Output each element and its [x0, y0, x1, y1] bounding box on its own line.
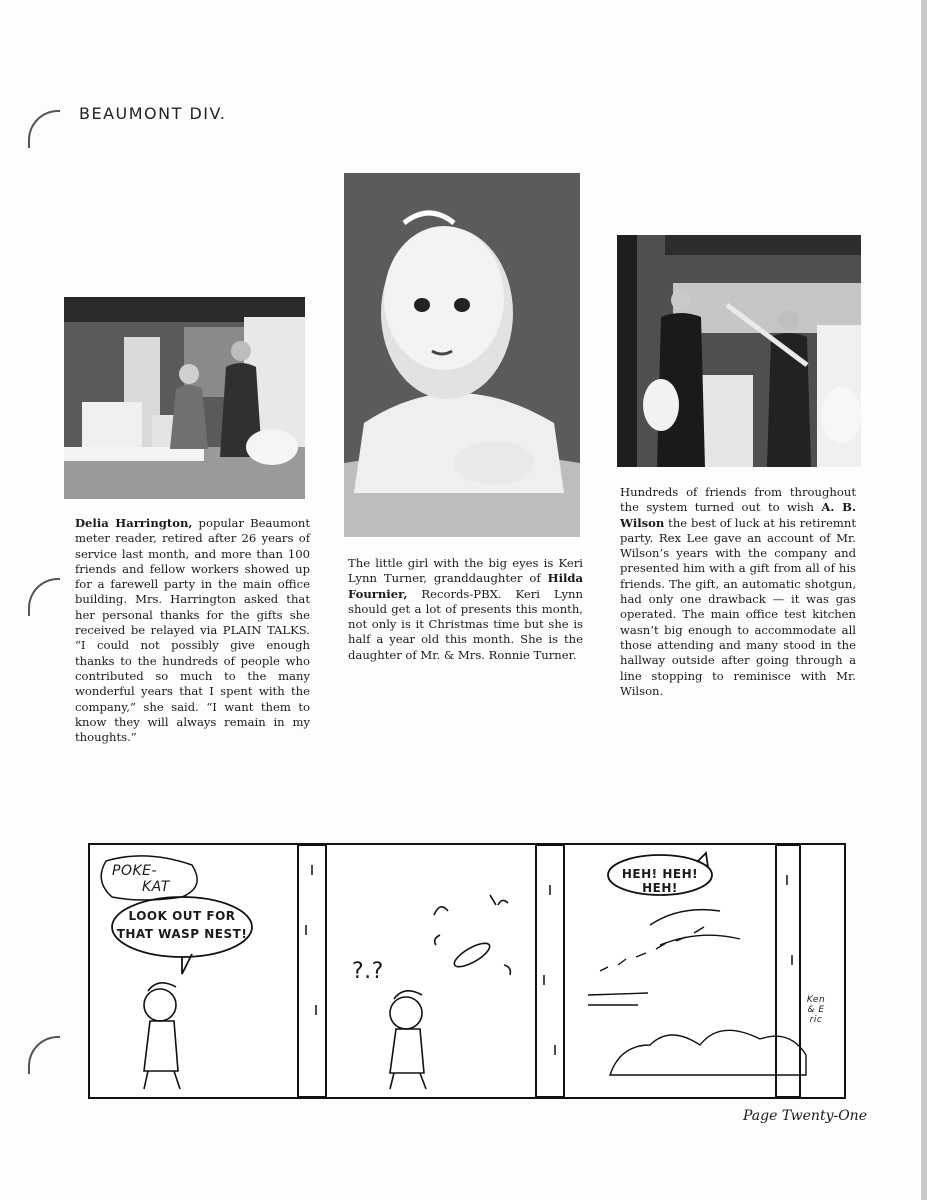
caption-delia-harrington: Delia Harrington, popular Beaumont meter reader, retired after 26 years of service last month, and more than 100 friends and fellow workers showed up for a farewell party in the main office building. Mrs. Harrington asked that her personal thanks for the gifts she received be relayed via PLAIN TALKS. “I could not possibly give enough thanks to the hundreds of people who contributed so much to the many wonderful years that I spent with the company,” she said. “I want them to know they will always remain in my thoughts.” [75, 516, 311, 745]
binder-hole-bottom [28, 1036, 60, 1074]
comic-logo: POKE- KAT [112, 863, 170, 895]
comic-balloon-laugh: HEH! HEH! HEH! [621, 867, 699, 895]
page-number: Page Twenty-One [742, 1108, 867, 1124]
binder-hole-top [28, 110, 60, 148]
comic-art [90, 845, 844, 1097]
comic-question-marks: ?.? [352, 959, 384, 984]
comic-balloon-warning: LOOK OUT FOR THAT WASP NEST! [116, 909, 248, 941]
caption-ab-wilson: Hundreds of friends from throughout the system turned out to wish A. B. Wilson the best of luck at his retiremnt party. Rex Lee gave an account of Mr. Wilson’s years with the company and presented him with a gift from all of his friends. The gift, an automatic shotgun, had only one drawback — it was gas operated. The main office test kitchen wasn’t big enough to accommodate all those attending and many stood in the hallway outside after going through a line stopping to reminisce with Mr. Wilson. [620, 485, 856, 698]
photo-keri-lynn-turner [344, 173, 580, 537]
comic-signature: Ken & Eric [806, 995, 826, 1025]
comic-strip [88, 843, 846, 1099]
section-header: BEAUMONT DIV. [79, 104, 227, 123]
caption-keri-lynn-turner: The little girl with the big eyes is Keri Lynn Turner, granddaughter of Hilda Fournier, Records-PBX. Keri Lynn should get a lot of presents this month, not only is it Christmas time but she is half a year old this month. She is the daughter of Mr. & Mrs. Ronnie Turner. [348, 556, 583, 662]
binder-hole-middle [28, 578, 60, 616]
photo-ab-wilson [617, 235, 861, 467]
page-edge [921, 0, 927, 1200]
photo-delia-harrington [64, 297, 305, 499]
